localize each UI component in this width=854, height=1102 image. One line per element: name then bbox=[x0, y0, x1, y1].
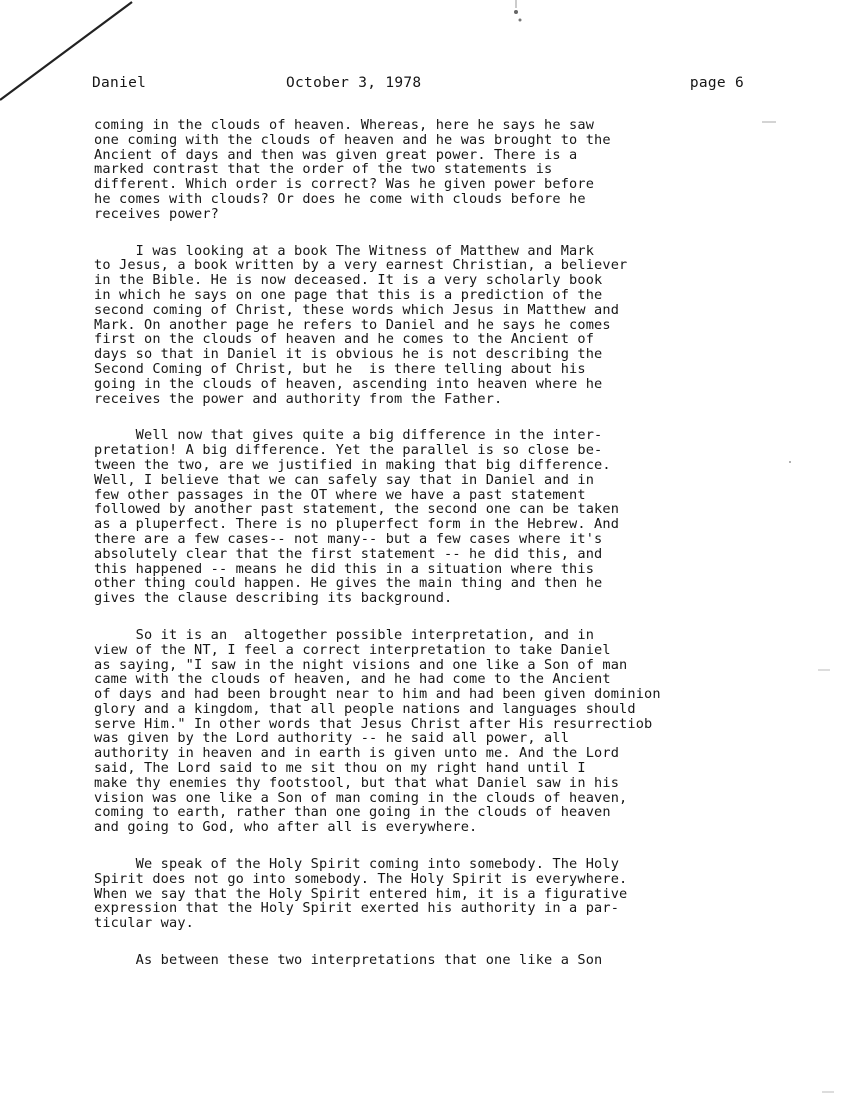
text-line: one coming with the clouds of heaven and he was brought to the bbox=[94, 131, 611, 148]
text-line: in which he says on one page that this is a prediction of the bbox=[94, 286, 603, 303]
text-line: Well now that gives quite a big difference in the inter- bbox=[94, 427, 603, 444]
text-line: Spirit does not go into somebody. The Holy Spirit is everywhere. bbox=[94, 870, 628, 887]
text-line: coming to earth, rather than one going in the clouds of heaven bbox=[94, 804, 611, 821]
text-line: As between these two interpretations that one like a Son bbox=[94, 952, 603, 969]
text-line: days so that in Daniel it is obvious he is not describing the bbox=[94, 346, 603, 363]
text-line: Well, I believe that we can safely say that in Daniel and in bbox=[94, 471, 595, 488]
text-line: there are a few cases-- not many-- but a few cases where it's bbox=[94, 530, 603, 547]
text-line: came with the clouds of heaven, and he had come to the Ancient bbox=[94, 671, 611, 688]
text-line: Ancient of days and then was given great power. There is a bbox=[94, 146, 578, 163]
paragraph bbox=[94, 118, 814, 222]
text-line: marked contrast that the order of the two statements is bbox=[94, 161, 553, 178]
text-line: in the Bible. He is now deceased. It is a very scholarly book bbox=[94, 272, 603, 289]
header-page-number: page 6 bbox=[689, 75, 744, 91]
text-line: serve Him." In other words that Jesus Christ after His resurrectiob bbox=[94, 715, 653, 732]
text-line: pretation! A big difference. Yet the parallel is so close be- bbox=[94, 442, 603, 459]
text-line: Second Coming of Christ, but he is there telling about his bbox=[94, 360, 586, 377]
text-line: view of the NT, I feel a correct interpretation to take Daniel bbox=[94, 641, 611, 658]
text-line: expression that the Holy Spirit exerted his authority in a par- bbox=[94, 900, 620, 917]
text-line: as saying, "I saw in the night visions and one like a Son of man bbox=[94, 656, 628, 673]
header-title: Daniel bbox=[92, 75, 147, 91]
paragraph bbox=[94, 953, 814, 968]
text-line: he comes with clouds? Or does he come with clouds before he bbox=[94, 190, 586, 207]
text-line: receives the power and authority from the Father. bbox=[94, 390, 503, 407]
text-line: different. Which order is correct? Was he given power before bbox=[94, 176, 595, 193]
text-line: When we say that the Holy Spirit entered him, it is a figurative bbox=[94, 885, 628, 902]
text-line: So it is an altogether possible interpretation, and in bbox=[94, 626, 595, 643]
text-line: absolutely clear that the first statement -- he did this, and bbox=[94, 545, 603, 562]
paragraph bbox=[94, 628, 814, 835]
text-line: Mark. On another page he refers to Daniel and he says he comes bbox=[94, 316, 611, 333]
text-line: second coming of Christ, these words which Jesus in Matthew and bbox=[94, 301, 620, 318]
text-line: first on the clouds of heaven and he comes to the Ancient of bbox=[94, 331, 595, 348]
paragraph bbox=[94, 244, 814, 407]
text-line: I was looking at a book The Witness of Matthew and Mark bbox=[94, 242, 595, 259]
text-line: glory and a kingdom, that all people nations and languages should bbox=[94, 700, 636, 717]
text-line: followed by another past statement, the second one can be taken bbox=[94, 501, 620, 518]
text-line: said, The Lord said to me sit thou on my right hand until I bbox=[94, 760, 586, 777]
text-line: coming in the clouds of heaven. Whereas, here he says he saw bbox=[94, 117, 595, 133]
text-line: vision was one like a Son of man coming in the clouds of heaven, bbox=[94, 789, 628, 806]
document-body bbox=[94, 118, 814, 990]
paragraph bbox=[94, 857, 814, 931]
paragraph bbox=[94, 428, 814, 606]
text-line: was given by the Lord authority -- he said all power, all bbox=[94, 730, 570, 747]
text-line: going in the clouds of heaven, ascending into heaven where he bbox=[94, 375, 603, 392]
text-line: this happened -- means he did this in a situation where this bbox=[94, 560, 595, 577]
text-line: of days and had been brought near to him and had been given dominion bbox=[94, 686, 661, 703]
text-line: gives the clause describing its background. bbox=[94, 590, 453, 607]
text-line: tween the two, are we justified in making that big difference. bbox=[94, 456, 611, 473]
text-line: other thing could happen. He gives the main thing and then he bbox=[94, 575, 603, 592]
page-header bbox=[92, 75, 752, 95]
text-line: authority in heaven and in earth is given unto me. And the Lord bbox=[94, 745, 620, 762]
text-line: few other passages in the OT where we have a past statement bbox=[94, 486, 586, 503]
text-line: make thy enemies thy footstool, but that what Daniel saw in his bbox=[94, 774, 620, 791]
text-line: to Jesus, a book written by a very earnest Christian, a believer bbox=[94, 257, 628, 274]
text-line: receives power? bbox=[94, 205, 220, 222]
text-line: We speak of the Holy Spirit coming into somebody. The Holy bbox=[94, 856, 620, 873]
header-date: October 3, 1978 bbox=[286, 75, 422, 91]
text-line: and going to God, who after all is everywhere. bbox=[94, 819, 478, 836]
text-line: ticular way. bbox=[94, 915, 195, 932]
text-line: as a pluperfect. There is no pluperfect form in the Hebrew. And bbox=[94, 516, 620, 533]
